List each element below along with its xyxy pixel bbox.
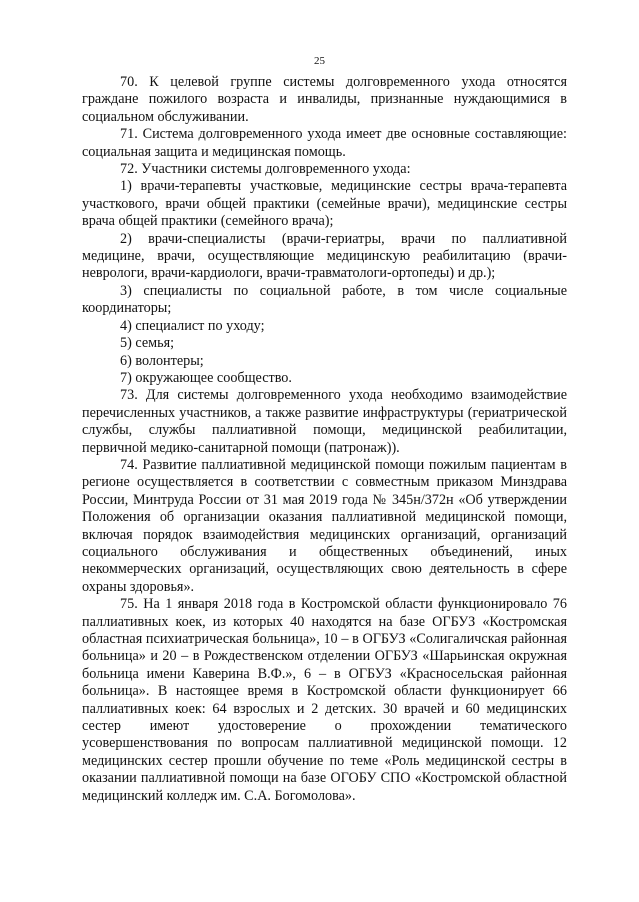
paragraph-70: 70. К целевой группе системы долговременного ухода относятся граждане пожилого возраста и инвалиды, признанные нуждающимися в социальном обслуживании.	[82, 74, 567, 125]
participant-item-7: 7) окружающее сообщество.	[120, 369, 292, 386]
participant-item-1: 1) врачи-терапевты участковые, медицинские сестры врача-терапевта участкового, врачи общей практики (семейные врачи), медицинские сестры врача общей практики (семейного врача);	[82, 178, 567, 230]
participant-item-6: 6) волонтеры;	[120, 352, 204, 369]
paragraph-73: 73. Для системы долговременного ухода необходимо взаимодействие перечисленных участников, а также развитие инфраструктуры (гериатрической службы, службы паллиативной помощи, медицинской реабилитации, первичной медико-санитарной помощи (патронаж)).	[82, 387, 567, 456]
page-number: 25	[314, 55, 325, 67]
paragraph-72: 72. Участники системы долговременного ухода:	[120, 161, 411, 178]
document-body	[82, 74, 567, 805]
paragraph-75: 75. На 1 января 2018 года в Костромской области функционировало 76 паллиативных коек, из которых 40 находятся на базе ОГБУЗ «Костромская областная психиатрическая больница», 10 – в ОГБУЗ «Солигаличская районная больница» и 20 – в Рождественском отделении ОГБУЗ «Шарьинская окружная больница имени Каверина В.Ф.», 6 – в ОГБУЗ «Красносельская районная больница». В настоящее время в Костромской области функционирует 66 паллиативных коек: 64 взрослых и 2 детских. 30 врачей и 60 медицинских сестер имеют удостоверение о прохождении тематического усовершенствования по вопросам паллиативной медицинской помощи. 12 медицинских сестер прошли обучение по теме «Роль медицинской сестры в оказании паллиативной помощи на базе ОГОБУ СПО «Костромской областной медицинский колледж им. С.А. Богомолова».	[82, 596, 567, 804]
paragraph-71: 71. Система долговременного ухода имеет две основные составляющие: социальная защита и медицинская помощь.	[82, 126, 567, 160]
participant-item-2: 2) врачи-специалисты (врачи-гериатры, врачи по паллиативной медицине, врачи, осуществляющие медицинскую реабилитацию (врачи-неврологи, врачи-кардиологи, врачи-травматологи-ортопеды) и др.);	[82, 230, 567, 282]
paragraph-74: 74. Развитие паллиативной медицинской помощи пожилым пациентам в регионе осуществляется в соответствии с совместным приказом Минздрава России, Минтруда России от 31 мая 2019 года № 345н/372н «Об утверждении Положения об организации оказания паллиативной медицинской помощи, включая порядок взаимодействия медицинских организаций, организаций социального обслуживания и общественных объединений, иных некоммерческих организаций, осуществляющих свою деятельность в сфере охраны здоровья».	[82, 456, 567, 595]
participant-item-4: 4) специалист по уходу;	[120, 317, 265, 334]
participant-item-5: 5) семья;	[120, 335, 175, 352]
participant-item-3: 3) специалисты по социальной работе, в том числе социальные координаторы;	[82, 282, 567, 317]
